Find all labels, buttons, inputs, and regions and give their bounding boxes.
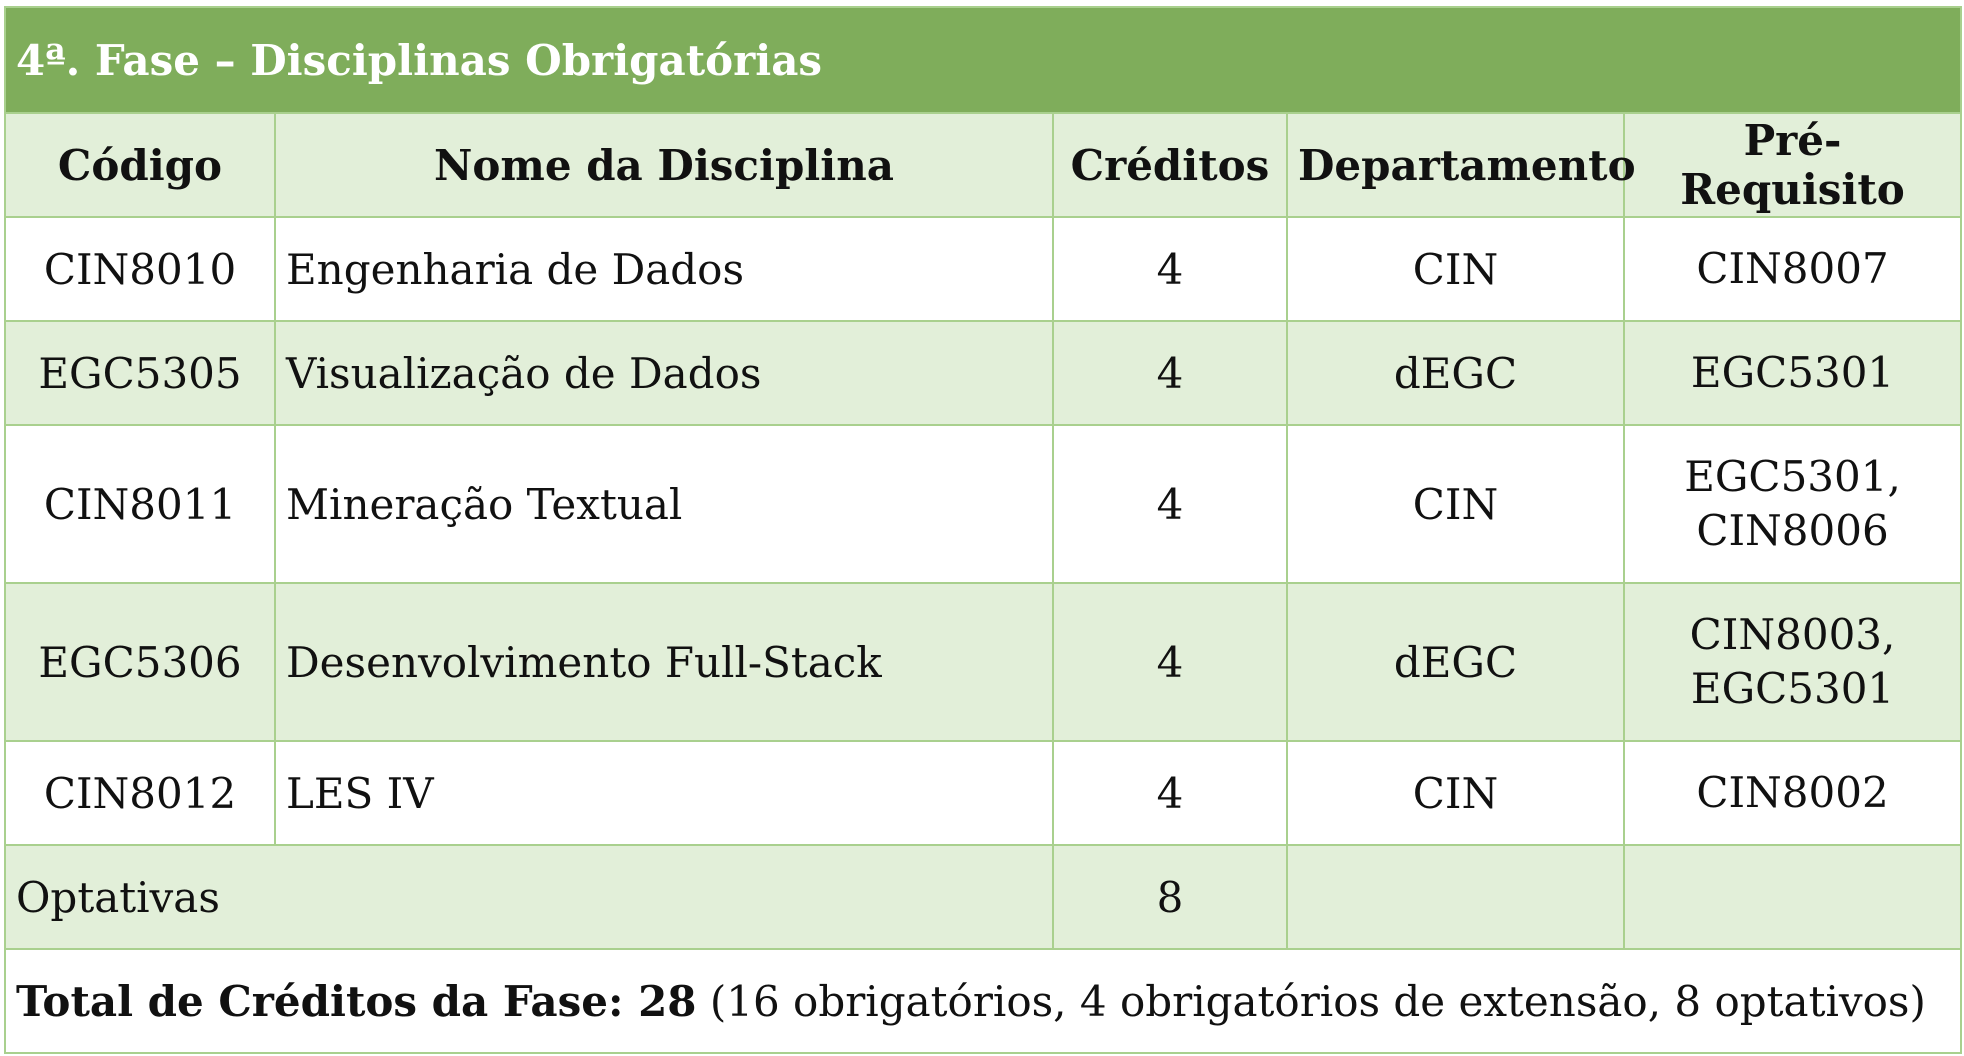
- codigo-cell: CIN8012: [5, 741, 275, 845]
- table-row: [5, 321, 1961, 425]
- nome-cell: Desenvolvimento Full-Stack: [275, 583, 1053, 741]
- total-cell: [5, 949, 1961, 1053]
- departamento-cell: CIN: [1287, 741, 1624, 845]
- creditos-cell: 4: [1053, 217, 1287, 321]
- course-table: [4, 6, 1962, 1054]
- optativas-row: [5, 845, 1961, 949]
- optativas-label: Optativas: [5, 845, 1053, 949]
- pre-requisito-line: CIN8002: [1696, 768, 1889, 817]
- departamento-cell: CIN: [1287, 425, 1624, 583]
- codigo-cell: CIN8010: [5, 217, 275, 321]
- table-title-row: [5, 7, 1961, 113]
- creditos-cell: 4: [1053, 425, 1287, 583]
- optativas-pre-requisito-empty: [1624, 845, 1961, 949]
- pre-requisito-cell: [1624, 741, 1961, 845]
- pre-requisito-cell: [1624, 425, 1961, 583]
- pre-requisito-cell: [1624, 583, 1961, 741]
- nome-cell: LES IV: [275, 741, 1053, 845]
- optativas-departamento-empty: [1287, 845, 1624, 949]
- table-row: [5, 217, 1961, 321]
- departamento-cell: CIN: [1287, 217, 1624, 321]
- total-row: [5, 949, 1961, 1053]
- codigo-cell: EGC5305: [5, 321, 275, 425]
- pre-requisito-line: CIN8003,: [1689, 610, 1896, 659]
- optativas-creditos: 8: [1053, 845, 1287, 949]
- header-codigo: Código: [5, 113, 275, 217]
- total-label: Total de Créditos da Fase: 28: [16, 976, 697, 1026]
- header-creditos: Créditos: [1053, 113, 1287, 217]
- table-row: [5, 583, 1961, 741]
- pre-requisito-line: EGC5301: [1690, 348, 1895, 397]
- pre-requisito-line: CIN8007: [1696, 244, 1889, 293]
- codigo-cell: CIN8011: [5, 425, 275, 583]
- departamento-cell: dEGC: [1287, 321, 1624, 425]
- creditos-cell: 4: [1053, 741, 1287, 845]
- header-nome: Nome da Disciplina: [275, 113, 1053, 217]
- nome-cell: Visualização de Dados: [275, 321, 1053, 425]
- pre-requisito-line: EGC5301: [1690, 664, 1895, 713]
- pre-requisito-cell: [1624, 217, 1961, 321]
- creditos-cell: 4: [1053, 321, 1287, 425]
- total-detail: (16 obrigatórios, 4 obrigatórios de extensão, 8 optativos): [696, 976, 1926, 1026]
- header-pre-requisito: Pré-Requisito: [1624, 113, 1961, 217]
- pre-requisito-cell: [1624, 321, 1961, 425]
- header-departamento: Departamento: [1287, 113, 1624, 217]
- codigo-cell: EGC5306: [5, 583, 275, 741]
- pre-requisito-line: CIN8006: [1696, 506, 1889, 555]
- table-header-row: [5, 113, 1961, 217]
- table-row: [5, 425, 1961, 583]
- table-row: [5, 741, 1961, 845]
- pre-requisito-line: EGC5301,: [1684, 452, 1901, 501]
- nome-cell: Engenharia de Dados: [275, 217, 1053, 321]
- creditos-cell: 4: [1053, 583, 1287, 741]
- nome-cell: Mineração Textual: [275, 425, 1053, 583]
- departamento-cell: dEGC: [1287, 583, 1624, 741]
- table-title: 4ª. Fase – Disciplinas Obrigatórias: [5, 7, 1961, 113]
